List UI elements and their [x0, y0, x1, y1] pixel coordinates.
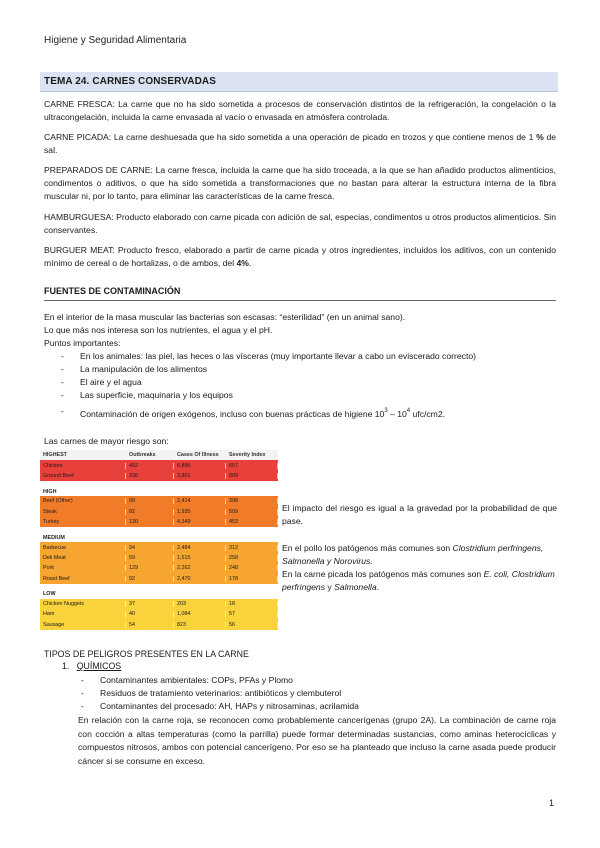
risk-cell: 56: [226, 622, 278, 628]
definition-text: La carne fresca, incluida la carne que ha sido troceada, a la que se han añadido productos alimenticios, condimentos o aditivos, o que ha sido sometida a transformaciones que no bastan para alterar la estructura interna de la fibra muscular ni, por lo tanto, para eliminar las características de la carne fresca.: [44, 165, 556, 201]
list-item: - Contaminantes ambientales: COPs, PFAs y Plomo: [64, 674, 544, 687]
risk-cell: Sausage: [40, 622, 126, 628]
risk-cell: Deli Meat: [40, 555, 126, 561]
list-item: - Residuos de tratamiento veterinarios: antibióticos y clembuterol: [64, 687, 544, 700]
risk-cell: 203: [174, 601, 226, 607]
contamination-title: FUENTES DE CONTAMINACIÓN: [44, 286, 556, 301]
risk-cell: 37: [126, 601, 174, 607]
pathogen-names: Clostridium perfringens, Salmonella y Norovirus.: [282, 543, 544, 566]
contamination-line: En el interior de la masa muscular las bacterias son escasas: “esterilidad” (en un animal sano).: [44, 312, 406, 322]
risk-note-impact: El impacto del riesgo es igual a la gravedad por la probabilidad de que pase.: [282, 503, 557, 526]
definition-text: La carne deshuesada que ha sido sometida a una operación de picado en trozos y que contiene menos de 1: [111, 132, 537, 142]
definition-text: .: [248, 258, 252, 268]
risk-cell: Barbecue: [40, 545, 126, 551]
risk-cell: 453: [226, 519, 278, 525]
pathogen-names: E. coli, Clostridium perfringens: [282, 569, 555, 592]
risk-cell: 18: [226, 601, 278, 607]
risk-cell: 336: [126, 473, 174, 479]
risk-note-ground-meat: En la carne picada los patógenos más comunes son E. coli, Clostridium perfringens y Salmonella.: [282, 569, 555, 592]
risk-cell: Beef (Other): [40, 498, 126, 504]
risk-cell: 809: [226, 473, 278, 479]
section-title: TEMA 24. CARNES CONSERVADAS: [40, 72, 558, 92]
definition-emphasis: %: [536, 132, 544, 142]
risk-cell: 1,515: [174, 555, 226, 561]
definition-term: PREPARADOS DE CARNE:: [44, 165, 153, 175]
risk-intro: Las carnes de mayor riesgo son:: [44, 436, 169, 446]
risk-cell: 59: [126, 555, 174, 561]
page-number: 1: [549, 798, 555, 808]
definition-term: CARNE PICADA:: [44, 132, 112, 142]
risk-group-label: HIGH: [43, 488, 57, 495]
risk-cell: 1,084: [174, 611, 226, 617]
risk-cell: 57: [226, 611, 278, 617]
list-item: - La manipulación de los alimentos: [44, 363, 556, 376]
list-item: - Las superficie, maquinaria y los equipos: [44, 389, 556, 402]
risk-cell: 312: [226, 545, 278, 551]
risk-cell: 92: [126, 576, 174, 582]
risk-table-row: [40, 496, 278, 506]
risk-table-row: [40, 574, 278, 584]
list-item: - En los animales: las piel, las heces o las vísceras (muy importante llevar a cabo un eviscerado correcto): [44, 350, 556, 363]
risk-table-row: [40, 563, 278, 573]
risk-cell: 657: [226, 463, 278, 469]
risk-cell: 398: [226, 498, 278, 504]
risk-table-row: [40, 609, 278, 619]
list-item: - Contaminantes del procesado: AH, HAPs y nitrosaminas, acrilamida: [64, 700, 544, 713]
risk-cell: 3,801: [174, 473, 226, 479]
risk-cell: 2,470: [174, 576, 226, 582]
definition-carne-fresca: [44, 98, 556, 124]
risk-table-row: [40, 517, 278, 527]
risk-cell: Ground Beef: [40, 473, 126, 479]
risk-header-cell: Severity Index: [229, 452, 266, 459]
risk-cell: 4,349: [174, 519, 226, 525]
risk-cell: Roast Beef: [40, 576, 126, 582]
risk-cell: Steak: [40, 509, 126, 515]
definition-term: BURGUER MEAT:: [44, 245, 115, 255]
running-header: Higiene y Seguridad Alimentaria: [44, 35, 187, 46]
hazard-label: QUÍMICOS: [76, 661, 122, 671]
risk-cell: Turkey: [40, 519, 126, 525]
risk-cell: 258: [226, 555, 278, 561]
hazard-number: 1.: [62, 661, 70, 671]
risk-table-row: [40, 460, 278, 470]
hazards-title: TIPOS DE PELIGROS PRESENTES EN LA CARNE: [44, 649, 249, 659]
risk-cell: 2,414: [174, 498, 226, 504]
contamination-points: [44, 350, 556, 421]
risk-table-row: [40, 471, 278, 481]
risk-group-label: MEDIUM: [43, 534, 65, 541]
risk-table-row: [40, 507, 278, 517]
risk-cell: 823: [174, 622, 226, 628]
exponent: 4: [406, 408, 411, 414]
definition-hamburguesa: [44, 211, 556, 237]
risk-table-row: [40, 620, 278, 630]
risk-cell: Chicken Nuggets: [40, 601, 126, 607]
definition-emphasis: 4%: [236, 258, 249, 268]
hazard-paragraph: En relación con la carne roja, se reconocen como probablemente cancerígenas (grupo 2A). La combinación de carne roja con cocción a altas temperaturas (como la parrilla) puede formar determinadas sustancias, como aminas heterocíclicas y compuestos nitrosos, ambos con potencial cancerígeno. Por eso se ha planteado que incluso la carne asada puede producir cáncer si se consume en exceso.: [78, 715, 556, 766]
definition-term: CARNE FRESCA:: [44, 99, 115, 109]
risk-cell: 40: [126, 611, 174, 617]
definition-text: La carne que no ha sido sometida a procesos de conservación distintos de la refrigeración, la congelación o la ultracongelación, incluida la carne envasada al vacío o envasada en atmósfera controlada.: [44, 99, 556, 122]
risk-cell: Ham: [40, 611, 126, 617]
definition-text: Producto fresco, elaborado a partir de carne picada y otros ingredientes, incluidos los aditivos, con un contenido mínimo de cereal o de hortalizas, o de ambos, del: [44, 245, 556, 268]
risk-table-row: [40, 542, 278, 552]
contamination-body: [44, 311, 556, 421]
risk-cell: Chicken: [40, 463, 126, 469]
definition-text: Producto elaborado con carne picada con adición de sal, especias, condimentos u otros productos alimenticios. Sin conservantes.: [44, 212, 556, 235]
pathogen-names: Salmonella: [334, 582, 377, 592]
risk-cell: 6,896: [174, 463, 226, 469]
risk-table-row: [40, 553, 278, 563]
risk-table-image: [40, 450, 278, 638]
risk-cell: 129: [126, 565, 174, 571]
risk-header-cell: HIGHEST: [43, 452, 67, 459]
risk-note-chicken: En el pollo los patógenos más comunes son Clostridium perfringens, Salmonella y Norovirus.: [282, 543, 544, 566]
contamination-line: Puntos importantes:: [44, 338, 121, 348]
risk-table-row: [40, 599, 278, 609]
definition-burguer-meat: [44, 244, 556, 270]
risk-cell: 99: [126, 498, 174, 504]
risk-cell: 452: [126, 463, 174, 469]
hazard-subpoints: [64, 674, 544, 713]
risk-cell: 509: [226, 509, 278, 515]
risk-cell: 2,262: [174, 565, 226, 571]
risk-group-label: LOW: [43, 591, 56, 598]
risk-cell: 54: [126, 622, 174, 628]
definition-text: de sal.: [44, 132, 557, 155]
risk-cell: 130: [126, 519, 174, 525]
hazard-item: [62, 661, 121, 671]
risk-cell: 248: [226, 565, 278, 571]
risk-cell: Pork: [40, 565, 126, 571]
definition-carne-picada: [44, 131, 556, 157]
risk-cell: 2,484: [174, 545, 226, 551]
contamination-line: Lo que más nos interesa son los nutrientes, el agua y el pH.: [44, 325, 273, 335]
risk-table-header: [40, 450, 278, 460]
risk-cell: 178: [226, 576, 278, 582]
exponent: 3: [384, 408, 388, 414]
risk-header-cell: Outbreaks: [129, 452, 156, 459]
risk-cell: 94: [126, 545, 174, 551]
list-item: - Contaminación de origen exógenos, incluso con buenas prácticas de higiene $10^3 - 10^4$ ufc/cm2.: [44, 405, 556, 421]
risk-cell: 82: [126, 509, 174, 515]
definition-term: HAMBURGUESA:: [44, 212, 114, 222]
risk-header-cell: Cases Of Illness: [177, 452, 219, 459]
definition-preparados: [44, 164, 556, 203]
list-item: - El aire y el agua: [44, 376, 556, 389]
risk-cell: 1,935: [174, 509, 226, 515]
